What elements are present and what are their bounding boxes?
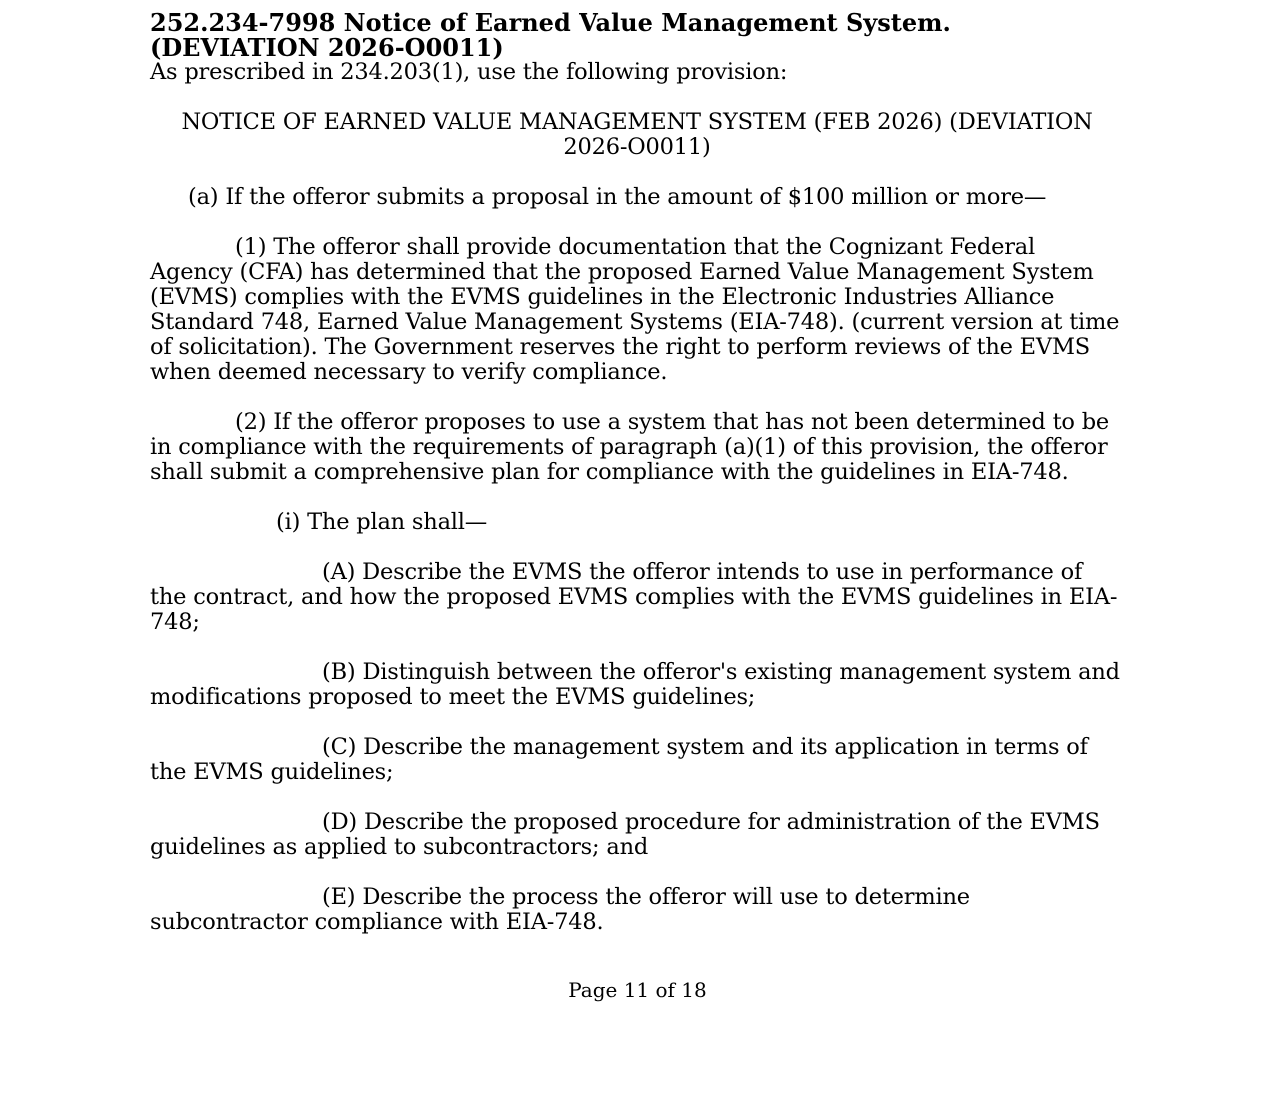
document-page [150,10,1120,935]
paragraph-C: (C) Describe the management system and its application in terms of the EVMS guidelines; [150,734,1088,785]
provision-title: NOTICE OF EARNED VALUE MANAGEMENT SYSTEM (FEB 2026) (DEVIATION 2026-O0011) [181,109,1093,160]
paragraph-a: (a) If the offeror submits a proposal in the amount of $100 million or more— [188,184,1047,210]
paragraph-1: (1) The offeror shall provide documentation that the Cognizant Federal Agency (CFA) has determined that the proposed Earned Value Management System (EVMS) complies with the EVMS guidelines in the Electronic Industries Alliance Standard 748, Earned Value Management Systems (EIA-748). (current version at time of solicitation). The Government reserves the right to perform reviews of the EVMS when deemed necessary to verify compliance. [150,234,1120,385]
page-number: Page 11 of 18 [568,978,707,1002]
paragraph-E: (E) Describe the process the offeror will use to determine subcontractor compliance with EIA-748. [150,884,970,935]
paragraph-D: (D) Describe the proposed procedure for administration of the EVMS guidelines as applied to subcontractors; and [150,809,1100,860]
paragraph-i: (i) The plan shall— [276,509,488,535]
prescription-text: As prescribed in 234.203(1), use the following provision: [150,59,788,85]
paragraph-A: (A) Describe the EVMS the offeror intends to use in performance of the contract, and how the proposed EVMS complies with the EVMS guidelines in EIA-748; [150,559,1118,635]
section-heading: 252.234-7998 Notice of Earned Value Management System. (DEVIATION 2026-O0011) [150,8,951,62]
paragraph-2: (2) If the offeror proposes to use a system that has not been determined to be in compliance with the requirements of paragraph (a)(1) of this provision, the offeror shall submit a comprehensive plan for compliance with the guidelines in EIA-748. [150,409,1110,485]
paragraph-B: (B) Distinguish between the offeror's existing management system and modifications proposed to meet the EVMS guidelines; [150,659,1120,710]
